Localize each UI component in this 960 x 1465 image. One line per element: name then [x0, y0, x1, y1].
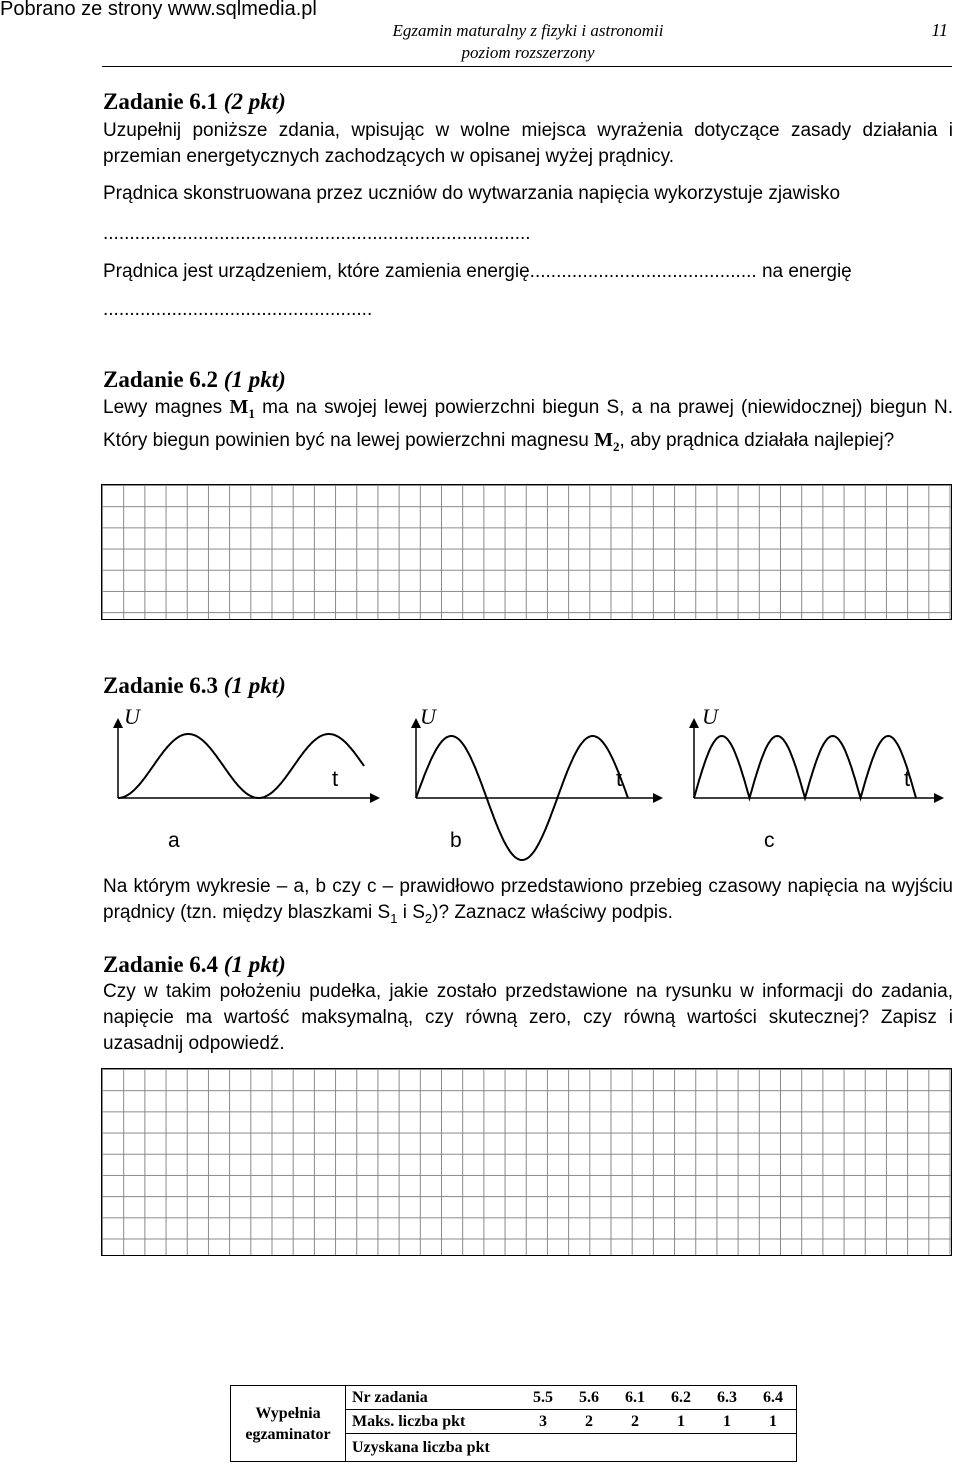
obtained-points-cell[interactable]	[566, 1434, 612, 1462]
task-6-1-sentence-1: Prądnica skonstruowana przez uczniów do wytwarzania napięcia wykorzystuje zjawisko	[103, 183, 841, 204]
header-line-1: Egzamin maturalny z fizyki i astronomii	[392, 21, 664, 40]
task-number-cell: 6.3	[704, 1386, 750, 1410]
max-points-cell: 3	[520, 1410, 566, 1434]
score-table-label-line1: Wypełnia	[255, 1404, 321, 1422]
voltage-graphs	[0, 700, 960, 870]
obtained-points-cell[interactable]	[520, 1434, 566, 1462]
watermark: Pobrano ze strony www.sqlmedia.pl	[0, 0, 317, 20]
score-row-obtained-label: Uzyskana liczba pkt	[346, 1434, 521, 1462]
page-number: 11	[931, 20, 948, 40]
magnet-m1-sub: 1	[248, 406, 255, 421]
task-6-1-points: (2 pkt)	[223, 89, 286, 114]
task-6-3-question	[103, 874, 953, 932]
task-6-4-points: (1 pkt)	[223, 952, 286, 977]
plate-s2-sub: 2	[424, 910, 433, 926]
task-6-3-heading	[103, 672, 286, 700]
score-table-label	[231, 1386, 346, 1462]
plate-s1-sub: 1	[390, 910, 398, 926]
task-6-3-title: Zadanie 6.3	[103, 673, 219, 698]
task-6-1-sentence-2a: Prądnica jest urządzeniem, które zamienia energię	[103, 261, 530, 282]
task-6-1-intro: Uzupełnij poniższe zdania, wpisując w wolne miejsca wyrażenia dotyczące zasady działania i przemian energetycznych zachodzących w opisanej wyżej prądnicy.	[103, 120, 953, 167]
task-6-2-text	[103, 394, 953, 460]
magnet-m2-sub: 2	[613, 439, 620, 454]
max-points-cell: 1	[750, 1410, 797, 1434]
header-line-2: poziom rozszerzony	[461, 43, 595, 62]
task-6-1-blank-3[interactable]: ...................................................	[103, 299, 373, 320]
task-6-1-sentence-2	[103, 259, 953, 285]
answer-grid-6-4[interactable]	[101, 1068, 952, 1256]
answer-grid-6-2[interactable]	[101, 484, 952, 620]
graph-a[interactable]	[118, 704, 378, 852]
task-6-3-question-3: )? Zaznacz właściwy podpis.	[432, 902, 673, 923]
task-6-2-heading	[103, 366, 286, 394]
graph-a-ylabel: U	[124, 704, 140, 729]
task-6-2-points: (1 pkt)	[223, 367, 286, 392]
graph-c-curve	[694, 736, 916, 798]
graph-a-xlabel: t	[332, 766, 339, 791]
score-table	[230, 1385, 797, 1462]
page-header	[350, 20, 706, 64]
task-6-4-heading	[103, 951, 286, 979]
max-points-cell: 1	[658, 1410, 704, 1434]
task-6-4-title: Zadanie 6.4	[103, 952, 219, 977]
task-6-2-title: Zadanie 6.2	[103, 367, 219, 392]
max-points-cell: 1	[704, 1410, 750, 1434]
graph-a-caption[interactable]: a	[168, 829, 180, 852]
task-6-1-blank-1[interactable]: .................................................................................	[103, 223, 531, 244]
task-6-2-text-2: ma na swojej lewej powierzchni biegun S, a na prawej (niewidocznej) biegun N. Który biegun powinien być na lewej powierzchni magnesu	[103, 397, 954, 451]
graph-c-ylabel: U	[702, 704, 718, 729]
max-points-cell: 2	[612, 1410, 658, 1434]
obtained-points-cell[interactable]	[658, 1434, 704, 1462]
graph-b-ylabel: U	[420, 704, 436, 729]
task-number-cell: 5.6	[566, 1386, 612, 1410]
task-6-1-sentence-2b: na energię	[761, 261, 852, 282]
task-6-3-question-1: Na którym wykresie – a, b czy c – prawidłowo przedstawiono przebieg czasowy napięcia na wyjściu prądnicy (tzn. między blaszkami S	[103, 876, 953, 923]
graph-b-xlabel: t	[616, 766, 623, 791]
score-row-max-label: Maks. liczba pkt	[346, 1410, 521, 1434]
task-number-cell: 6.2	[658, 1386, 704, 1410]
task-6-2-text-1: Lewy magnes	[103, 397, 223, 418]
graph-b-caption[interactable]: b	[450, 829, 462, 852]
task-6-3-points: (1 pkt)	[223, 673, 286, 698]
graph-c[interactable]	[694, 704, 942, 852]
task-6-3-question-2: i S	[397, 902, 425, 923]
max-points-cell: 2	[566, 1410, 612, 1434]
task-6-1-blank-2[interactable]: ...........................................	[529, 261, 757, 282]
graph-a-curve	[118, 734, 364, 798]
obtained-points-cell[interactable]	[750, 1434, 797, 1462]
obtained-points-cell[interactable]	[704, 1434, 750, 1462]
graph-b[interactable]	[416, 704, 661, 860]
score-table-label-line2: egzaminator	[245, 1425, 331, 1443]
graph-c-caption[interactable]: c	[764, 829, 775, 852]
task-6-1-heading	[103, 88, 286, 116]
header-rule	[102, 66, 952, 67]
task-6-1-title: Zadanie 6.1	[103, 89, 219, 114]
magnet-m2: M	[594, 429, 614, 451]
score-row-task-label: Nr zadania	[346, 1386, 521, 1410]
graph-c-xlabel: t	[904, 766, 911, 791]
magnet-m1: M	[229, 396, 249, 418]
task-number-cell: 6.1	[612, 1386, 658, 1410]
task-6-4-text: Czy w takim położeniu pudełka, jakie zostało przedstawione na rysunku w informacji do zadania, napięcie ma wartość maksymalną, czy równą zero, czy równą wartości skutecznej? Zapisz i uzasadnij odpowiedź.	[103, 981, 953, 1054]
task-number-cell: 5.5	[520, 1386, 566, 1410]
obtained-points-cell[interactable]	[612, 1434, 658, 1462]
task-number-cell: 6.4	[750, 1386, 797, 1410]
task-6-2-text-3: , aby prądnica działała najlepiej?	[619, 430, 895, 451]
